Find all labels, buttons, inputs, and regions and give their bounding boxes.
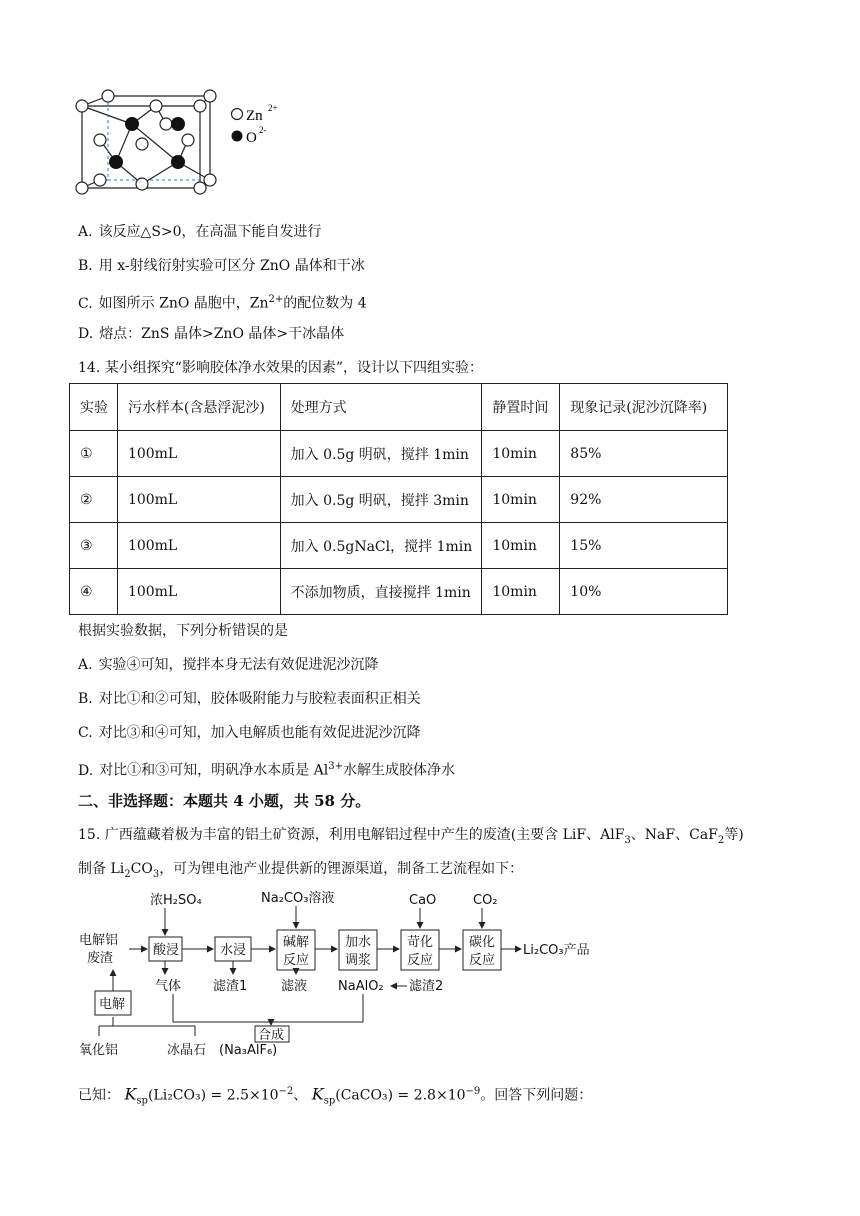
step-acid-leach: 酸浸	[153, 943, 180, 958]
table-cell: ④	[70, 569, 118, 615]
table-cell: 100mL	[117, 523, 280, 569]
table-cell: 100mL	[117, 569, 280, 615]
legend-o: O	[246, 130, 257, 146]
step-causticize-line2: 反应	[407, 953, 434, 968]
q15-stem-line2: 制备 $Li_2CO_3$，可为锂电池产业提供新的锂源渠道，制备工艺流程如下：	[78, 861, 524, 880]
step-alkali-line1: 碱解	[283, 935, 310, 950]
q13-option-a: A. 该反应△S>0，在高温下能自发进行	[78, 224, 322, 240]
naalo2-label: NaAlO₂	[338, 979, 384, 994]
table-cell: 加入 0.5gNaCl，搅拌 1min	[280, 523, 482, 569]
q15-known-ksp: 已知： $K_{sp}(Li_2CO_3) = 2.5\times 10^{-2}$、 $K_{sp}(CaCO_3) = 2.8\times 10^{-9}$。回答下列问题：	[78, 1084, 593, 1107]
table-row	[70, 523, 728, 569]
q15-stem-line1: 15. 广西蕴藏着极为丰富的铝土矿资源，利用电解铝过程中产生的废渣(主要含 LiF、AlF$_3$、NaF、CaF$_2$等)	[78, 827, 744, 846]
zno-crystal-cell-figure	[70, 84, 290, 204]
q14-option-b: B. 对比①和②可知，胶体吸附能力与胶粒表面积正相关	[78, 691, 421, 707]
step-synthesis: 合成	[258, 1028, 285, 1043]
step-water-leach: 水浸	[220, 943, 247, 958]
cao-label: CaO	[409, 893, 437, 908]
table-cell: 10min	[482, 569, 560, 615]
q14-option-c: C. 对比③和④可知，加入电解质也能有效促进泥沙沉降	[78, 725, 421, 741]
step-carbonation-line2: 反应	[469, 953, 496, 968]
table-row	[70, 477, 728, 523]
table-cell: 10%	[560, 569, 728, 615]
table-cell: 加入 0.5g 明矾，搅拌 3min	[280, 477, 482, 523]
alumina-label: 氧化铝	[79, 1043, 119, 1058]
q14-option-d: D. 对比①和③可知，明矾净水本质是 $Al^{3+}$水解生成胶体净水	[78, 761, 455, 779]
table-cell: 85%	[560, 431, 728, 477]
cryolite-formula-label: (Na₃AlF₆)	[219, 1043, 278, 1058]
co2-label: CO₂	[473, 893, 498, 908]
filtrate-label: 滤液	[281, 979, 308, 994]
table-header-row	[70, 384, 728, 431]
experiment-table	[69, 383, 728, 615]
step-slurry-line1: 加水	[345, 935, 372, 950]
residue1-label: 滤渣1	[213, 979, 248, 994]
q13-option-d: D. 熔点：ZnS 晶体>ZnO 晶体>干冰晶体	[78, 326, 345, 342]
header-sample: 污水样本(含悬浮泥沙)	[117, 384, 280, 431]
cryolite-label: 冰晶石	[167, 1043, 207, 1058]
step-alkali-line2: 反应	[283, 953, 310, 968]
table-cell: 92%	[560, 477, 728, 523]
header-experiment: 实验	[70, 384, 118, 431]
table-cell: 15%	[560, 523, 728, 569]
q14-question: 根据实验数据，下列分析错误的是	[78, 623, 288, 639]
legend-o-charge: 2-	[259, 125, 267, 135]
table-cell: 10min	[482, 431, 560, 477]
header-treatment: 处理方式	[280, 384, 482, 431]
q14-option-a: A. 实验④可知，搅拌本身无法有效促进泥沙沉降	[78, 657, 379, 673]
table-cell: 不添加物质，直接搅拌 1min	[280, 569, 482, 615]
step-causticize-line1: 苛化	[407, 935, 434, 950]
step-electrolysis: 电解	[99, 997, 126, 1012]
raw-material-label-2: 废渣	[87, 951, 114, 966]
table-cell: 加入 0.5g 明矾，搅拌 1min	[280, 431, 482, 477]
table-cell: 100mL	[117, 477, 280, 523]
header-result: 现象记录(泥沙沉降率)	[560, 384, 728, 431]
q14-stem: 14. 某小组探究“影响胶体净水效果的因素”，设计以下四组实验：	[78, 360, 484, 376]
table-cell: ①	[70, 431, 118, 477]
table-cell: ②	[70, 477, 118, 523]
table-row	[70, 569, 728, 615]
legend-zn: Zn	[246, 108, 263, 124]
table-row	[70, 431, 728, 477]
header-time: 静置时间	[482, 384, 560, 431]
gas-label: 气体	[155, 979, 182, 994]
raw-material-label-1: 电解铝	[79, 933, 119, 948]
table-cell: 10min	[482, 523, 560, 569]
product-label: Li₂CO₃产品	[523, 943, 590, 958]
step-slurry-line2: 调浆	[345, 953, 372, 968]
process-flowchart	[75, 886, 615, 1061]
table-cell: 10min	[482, 477, 560, 523]
q13-option-c: C. 如图所示 ZnO 晶胞中，$Zn^{2+}$的配位数为 4	[78, 294, 367, 312]
step-carbonation-line1: 碳化	[469, 935, 496, 950]
legend-zn-charge: 2+	[268, 103, 278, 113]
q13-option-b: B. 用 x-射线衍射实验可区分 ZnO 晶体和干冰	[78, 258, 365, 274]
table-cell: 100mL	[117, 431, 280, 477]
residue2-label: 滤渣2	[409, 979, 444, 994]
acid-reagent-label: 浓H₂SO₄	[150, 893, 202, 908]
table-cell: ③	[70, 523, 118, 569]
na2co3-label: Na₂CO₃溶液	[261, 891, 335, 906]
section-2-heading: 二、非选择题：本题共 4 小题，共 58 分。	[78, 792, 371, 810]
